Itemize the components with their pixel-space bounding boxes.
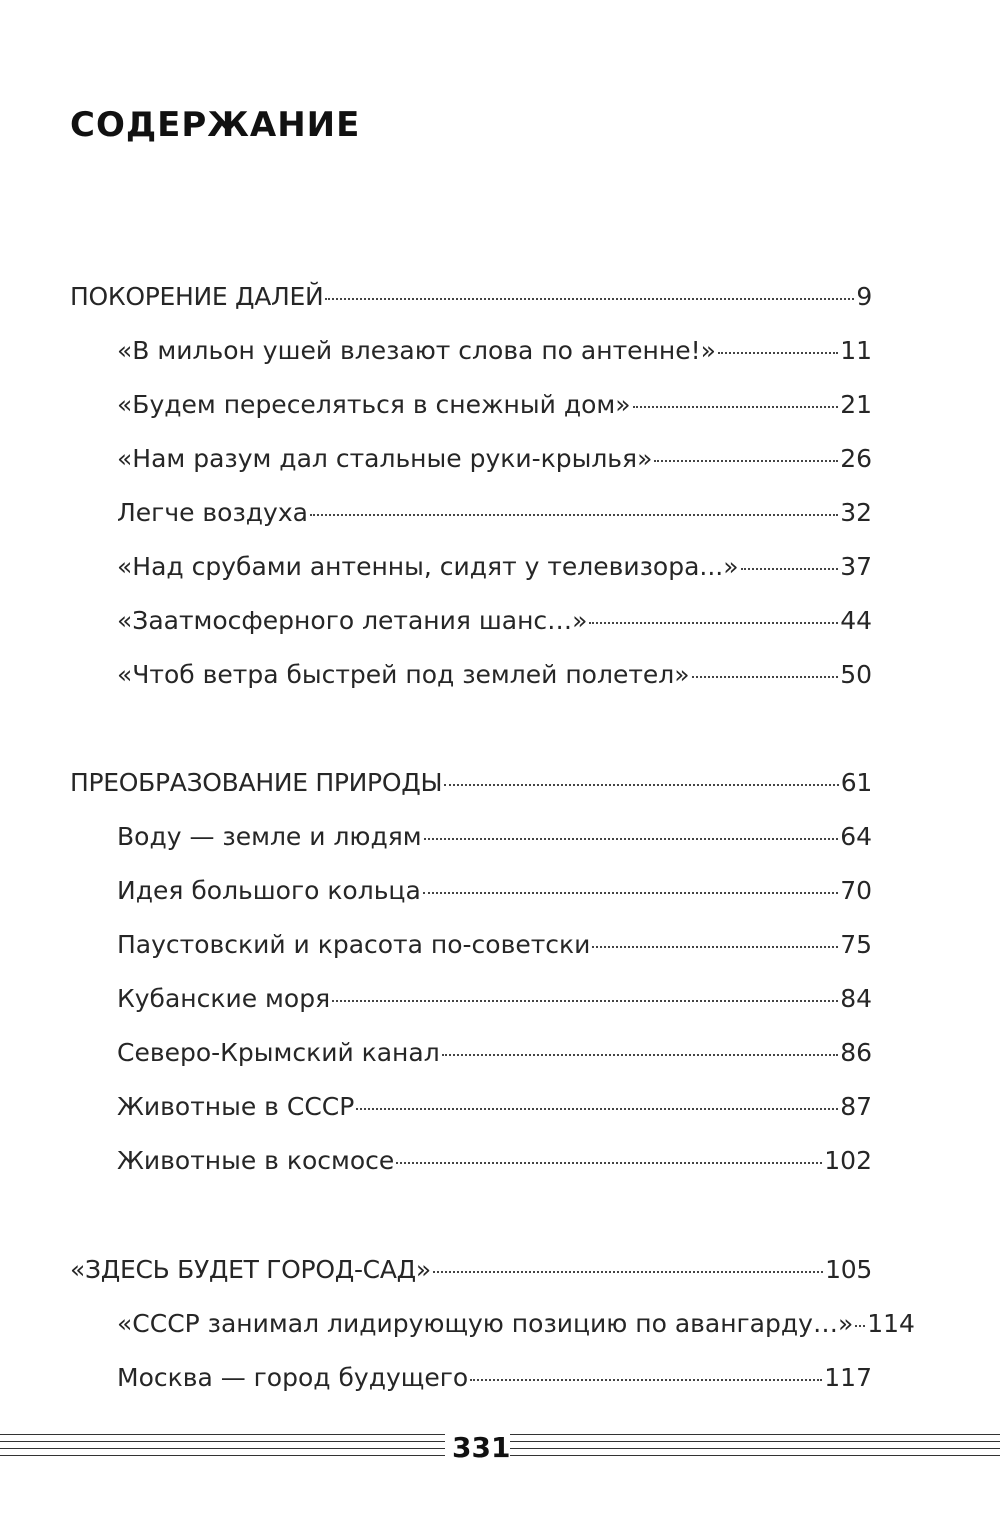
toc-entry-title: «Будем переселяться в снежный дом» [117, 390, 631, 419]
toc-entry-page: 70 [840, 876, 872, 905]
toc-entry[interactable] [117, 606, 872, 636]
toc-entry-title: ПОКОРЕНИЕ ДАЛЕЙ [70, 282, 324, 311]
toc-entry-page: 117 [824, 1363, 872, 1392]
toc-entry-page: 86 [840, 1038, 872, 1067]
toc-entry[interactable] [117, 822, 872, 852]
dot-leader [442, 1054, 838, 1056]
dot-leader [741, 568, 839, 570]
toc-section-pokorenie-dalei[interactable] [70, 282, 872, 312]
page-number: 331 [452, 1431, 511, 1464]
toc-entry-page: 44 [840, 606, 872, 635]
dot-leader [444, 784, 839, 786]
dot-leader [424, 838, 839, 840]
toc-entry-title: ПРЕОБРАЗОВАНИЕ ПРИРОДЫ [70, 768, 443, 797]
dot-leader [310, 514, 838, 516]
page-footer [0, 1426, 1000, 1476]
toc-section-preobrazovanie-prirody[interactable] [70, 768, 872, 798]
toc-entry[interactable] [117, 336, 872, 366]
dot-leader [396, 1162, 822, 1164]
toc-entry-page: 84 [840, 984, 872, 1013]
toc-entry-page: 50 [840, 660, 872, 689]
toc-entry-title: Кубанские моря [117, 984, 331, 1013]
dot-leader [718, 352, 838, 354]
toc-entry-page: 114 [867, 1309, 915, 1338]
toc-entry-title: «Чтоб ветра быстрей под землей полетел» [117, 660, 690, 689]
dot-leader [356, 1108, 838, 1110]
toc-entry-title: Паустовский и красота по-советски [117, 930, 591, 959]
page-title: содержание [70, 92, 361, 148]
toc-entry[interactable] [117, 930, 872, 960]
toc-entry-page: 32 [840, 498, 872, 527]
toc-entry-page: 105 [825, 1255, 872, 1284]
toc-entry-title: «В мильон ушей влезают слова по антенне!» [117, 336, 716, 365]
dot-leader [332, 1000, 838, 1002]
toc-entry[interactable] [117, 390, 872, 420]
toc-entry[interactable] [117, 444, 872, 474]
dot-leader [855, 1325, 865, 1327]
toc-entry-title: Животные в СССР [117, 1092, 355, 1121]
toc-entry-title: Северо-Крымский канал [117, 1038, 440, 1067]
dot-leader [325, 298, 854, 300]
toc-entry-page: 11 [840, 336, 872, 365]
footer-rule-left [0, 1434, 445, 1462]
toc-entry[interactable] [117, 1146, 872, 1176]
toc-entry-page: 37 [840, 552, 872, 581]
toc-entry-title: Животные в космосе [117, 1146, 395, 1175]
toc-entry-title: «Нам разум дал стальные руки-крылья» [117, 444, 653, 473]
toc-entry-page: 102 [824, 1146, 872, 1175]
dot-leader [433, 1271, 823, 1273]
toc-entry[interactable] [117, 660, 872, 690]
dot-leader [654, 460, 838, 462]
toc-entry-title: «ЗДЕСЬ БУДЕТ ГОРОД-САД» [70, 1255, 431, 1284]
toc-entry-title: «СССР занимал лидирующую позицию по авангарду…» [117, 1309, 854, 1338]
toc-entry-page: 26 [840, 444, 872, 473]
dot-leader [589, 622, 838, 624]
dot-leader [470, 1379, 822, 1381]
toc-entry[interactable] [117, 876, 872, 906]
toc-section-zdes-budet-gorod-sad[interactable] [70, 1255, 872, 1285]
toc-entry-page: 9 [856, 282, 872, 311]
toc-entry[interactable] [117, 1363, 872, 1393]
toc-entry-title: Воду — земле и людям [117, 822, 422, 851]
toc-entry-title: «Заатмосферного летания шанс…» [117, 606, 588, 635]
toc-entry-page: 87 [840, 1092, 872, 1121]
footer-rule-right [510, 1434, 1000, 1462]
toc-entry-title: «Над срубами антенны, сидят у телевизора...» [117, 552, 739, 581]
toc-entry-page: 64 [840, 822, 872, 851]
toc-entry[interactable] [117, 498, 872, 528]
toc-entry[interactable] [117, 1038, 872, 1068]
toc-entry-title: Легче воздуха [117, 498, 308, 527]
toc-entry[interactable] [117, 1309, 915, 1339]
toc-entry-page: 21 [840, 390, 872, 419]
dot-leader [592, 946, 838, 948]
toc-entry-title: Москва — город будущего [117, 1363, 469, 1392]
toc-entry-title: Идея большого кольца [117, 876, 421, 905]
toc-entry-page: 61 [840, 768, 872, 797]
dot-leader [633, 406, 839, 408]
toc-entry[interactable] [117, 1092, 872, 1122]
dot-leader [692, 676, 839, 678]
dot-leader [423, 892, 838, 894]
toc-entry[interactable] [117, 984, 872, 1014]
toc-entry[interactable] [117, 552, 872, 582]
toc-entry-page: 75 [840, 930, 872, 959]
